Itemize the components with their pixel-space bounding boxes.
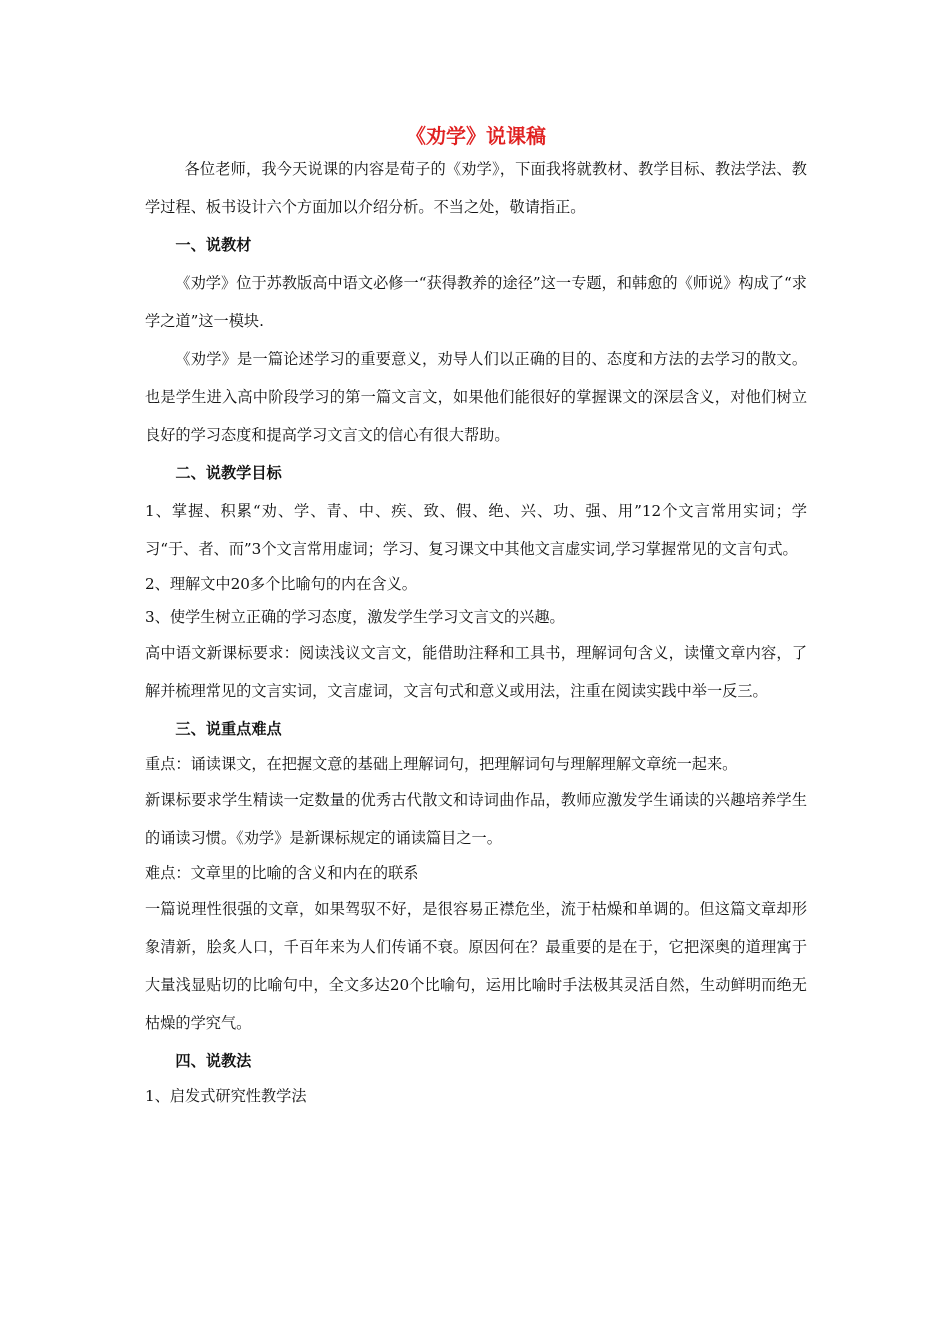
paragraph: 《劝学》是一篇论述学习的重要意义，劝导人们以正确的目的、态度和方法的去学习的散文。也是学生进入高中阶段学习的第一篇文言文，如果他们能很好的掌握课文的深层含义，对他们树立良好的学习态度和提高学习文言文的信心有很大帮助。: [145, 350, 807, 444]
paragraph: 重点：诵读课文，在把握文意的基础上理解词句，把理解词句与理解理解文章统一起来。: [145, 755, 738, 773]
paragraph: 高中语文新课标要求：阅读浅议文言文，能借助注释和工具书，理解词句含义，读懂文章内容，了解并梳理常见的文言实词，文言虚词，文言句式和意义或用法，注重在阅读实践中举一反三。: [145, 644, 807, 700]
list-item: 1、掌握、积累“劝、学、青、中、疾、致、假、绝、兴、功、强、用”12个文言常用实词；学习“于、者、而”3个文言常用虚词；学习、复习课文中其他文言虚实词,学习掌握常见的文言句式。: [145, 502, 807, 558]
paragraph: 新课标要求学生精读一定数量的优秀古代散文和诗词曲作品，教师应激发学生诵读的兴趣培养学生的诵读习惯。《劝学》是新课标规定的诵读篇目之一。: [145, 791, 807, 847]
section-heading-goals: 二、说教学目标: [175, 464, 282, 482]
section-heading-methods: 四、说教法: [175, 1052, 252, 1070]
intro-paragraph: 各位老师，我今天说课的内容是荀子的《劝学》，下面我将就教材、教学目标、教法学法、教学过程、板书设计六个方面加以介绍分析。不当之处，敬请指正。: [145, 160, 807, 216]
paragraph: 一篇说理性很强的文章，如果驾驭不好，是很容易正襟危坐，流于枯燥和单调的。但这篇文章却形象清新，脍炙人口，千百年来为人们传诵不衰。原因何在？最重要的是在于，它把深奥的道理寓于大量浅显贴切的比喻句中，全文多达20个比喻句，运用比喻时手法极其灵活自然，生动鲜明而绝无枯燥的学究气。: [145, 900, 807, 1032]
list-item: 3、使学生树立正确的学习态度，激发学生学习文言文的兴趣。: [145, 608, 565, 626]
section-heading-key-points: 三、说重点难点: [175, 720, 282, 738]
section-heading-textbook: 一、说教材: [175, 236, 252, 254]
paragraph: 难点：文章里的比喻的含义和内在的联系: [145, 864, 419, 882]
list-item: 2、理解文中20多个比喻句的内在含义。: [145, 575, 417, 593]
paragraph: 《劝学》位于苏教版高中语文必修一“获得教养的途径”这一专题，和韩愈的《师说》构成了“求学之道”这一模块.: [145, 274, 807, 330]
list-item: 1、启发式研究性教学法: [145, 1087, 307, 1105]
document-page: [145, 122, 807, 1113]
document-title: 《劝学》说课稿: [406, 124, 546, 148]
